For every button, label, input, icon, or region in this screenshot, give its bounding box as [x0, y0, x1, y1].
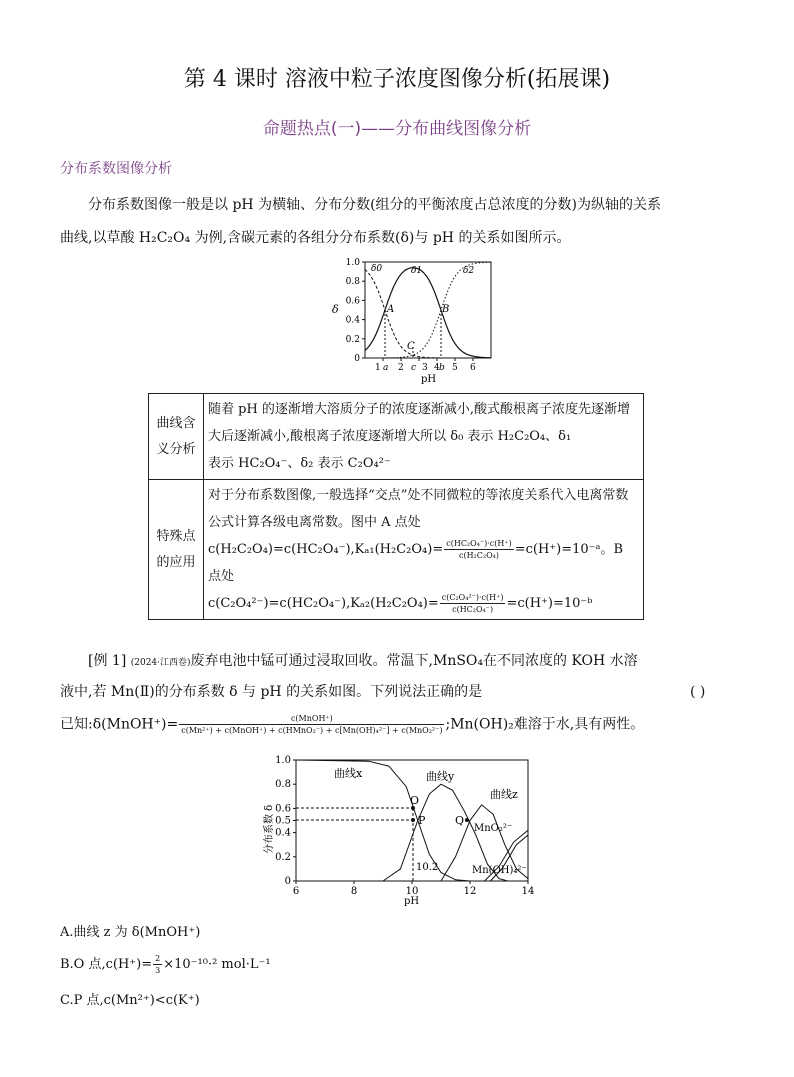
eq2-fraction: $\frac{\text{c(C₂O₄²⁻)·c(H⁺)}}{\text{c(HC₂O₄⁻)}}$: [441, 593, 504, 614]
row1-text-a: 随着 pH 的逐渐增大溶质分子的浓度逐渐减小,酸式酸根离子浓度先逐渐增大后逐渐减小,酸根离子浓度逐渐增大所以 δ₀ 表示 H₂C₂O₄、δ₁: [208, 402, 631, 444]
fig2-y-tick-label: 0.5: [275, 815, 291, 827]
point-p: [411, 818, 415, 822]
fig1-y-tick-label: 0: [354, 354, 360, 364]
table-row-special-points: [149, 480, 644, 620]
mno2-label: MnO₂²⁻: [474, 823, 513, 834]
fig1-frame: [365, 262, 491, 358]
fig2-y-tick-label: 0.8: [275, 779, 291, 791]
mark-c: c: [411, 363, 417, 373]
topic-heading: 命题热点(一)——分布曲线图像分析: [262, 119, 532, 139]
fig2-y-tick-label: 0: [284, 876, 291, 887]
delta0-label: δ0: [371, 264, 383, 274]
point-q-label: Q: [455, 814, 465, 827]
fig1-y-tick-label: 0.2: [345, 334, 360, 345]
fig2-y-ticks: [275, 755, 296, 887]
point-q: [465, 818, 469, 822]
eq2-left: c(C₂O₄²⁻)=c(HC₂O₄⁻),Kₐ₂(H₂C₂O₄)=: [208, 596, 439, 611]
mark-b: b: [439, 363, 445, 373]
fig1-x-tick-label: 5: [452, 363, 458, 373]
point-o-label: O: [410, 794, 420, 807]
delta2-curve: [365, 262, 491, 358]
fig1-x-tick-label: 1: [375, 363, 381, 373]
point-a-label: A: [387, 304, 395, 315]
section-heading: 分布系数图像分析: [60, 161, 172, 177]
known-condition: 已知:δ(MnOH⁺)= $\frac{\text{c(MnOH⁺)}}{\text{c(Mn²⁺) + c(MnOH⁺) + c(HMnO₂⁻) + c[Mn(OH)₄²⁻] + c(MnO₂²⁻)}}$ ;Mn(OH)₂难溶于水,具有两性。: [60, 714, 645, 735]
row2-body: [204, 480, 644, 620]
fig2-y-tick-label: 0.2: [275, 851, 291, 863]
fig1-x-tick-label: 3: [422, 363, 428, 373]
analysis-table: [148, 393, 644, 620]
option-c: C.P 点,c(Mn²⁺)<c(K⁺): [60, 993, 200, 1008]
fig1-x-tick-label: 2: [398, 363, 404, 373]
delta1-curve: [365, 268, 491, 358]
fig1-y-ticks: [346, 258, 365, 364]
fig1-x-tick-label: 4: [434, 363, 440, 373]
fig2-x-tick-label: 14: [521, 886, 535, 897]
option-a: A.曲线 z 为 δ(MnOH⁺): [60, 925, 201, 940]
table-row-curve-meaning: [149, 394, 644, 480]
eq1-fraction: $\frac{\text{c(HC₂O₄⁻)·c(H⁺)}}{\text{c(H₂C₂O₄)}}$: [446, 539, 512, 560]
fig2-x-tick-label: 6: [292, 886, 300, 897]
fig1-y-tick-label: 0.6: [345, 296, 360, 307]
fig2-x-label: pH: [404, 896, 420, 907]
fig1-y-tick-label: 0.8: [345, 277, 360, 288]
fig2-y-label: 分布系数 δ: [264, 804, 275, 854]
example-line-2: 液中,若 Mn(Ⅱ)的分布系数 δ 与 pH 的关系如图。下列说法正确的是: [60, 684, 483, 700]
intro-line-1: 分布系数图像一般是以 pH 为横轴、分布分数(组分的平衡浓度占总浓度的分数)为纵轴的关系: [88, 197, 661, 213]
fig2-y-tick-label: 1.0: [275, 755, 291, 766]
manganese-distribution-figure: [258, 752, 543, 912]
fig1-y-tick-label: 0.4: [345, 315, 360, 326]
fig1-x-ticks: [375, 358, 476, 373]
example-line-1: [88, 645, 638, 680]
mark-a: a: [383, 363, 389, 373]
row2-text-a: 对于分布系数图像,一般选择“交点”处不同微粒的等浓度关系代入电离常数公式计算各级电离常数。图中 A 点处: [208, 488, 629, 530]
known-fraction: $\frac{\text{c(MnOH⁺)}}{\text{c(Mn²⁺) + c(MnOH⁺) + c(HMnO₂⁻) + c[Mn(OH)₄²⁻] + c(MnO₂²⁻)}}$: [181, 714, 443, 735]
mark-10.2: 10.2: [416, 862, 439, 873]
point-b-label: B: [442, 304, 450, 315]
fig1-y-label: δ: [332, 303, 339, 316]
answer-paren: ( ): [690, 684, 706, 700]
page-title: 第 4 课时 溶液中粒子浓度图像分析(拓展课): [183, 67, 611, 92]
example-source: (2024·江西卷): [130, 658, 191, 668]
row1-body: [204, 394, 644, 480]
fig2-y-tick-label: 0.4: [275, 827, 291, 839]
curve-y-label: 曲线y: [426, 770, 455, 783]
mnoh4-label: Mn(OH)₄²⁻: [472, 865, 527, 876]
fig1-x-tick-label: 6: [470, 363, 476, 373]
fig1-y-tick-label: 1.0: [345, 258, 360, 268]
fig2-x-tick-label: 8: [350, 886, 358, 897]
fig2-x-tick-label: 12: [463, 886, 477, 897]
intro-line-2: 曲线,以草酸 H₂C₂O₄ 为例,含碳元素的各组分分布系数(δ)与 pH 的关系如图所示。: [60, 230, 571, 246]
fig1-x-label: pH: [421, 374, 437, 385]
row1-text-b: 表示 HC₂O₄⁻、δ₂ 表示 C₂O₄²⁻: [208, 456, 391, 471]
curve-z-label: 曲线z: [490, 788, 518, 801]
fig2-x-ticks: [293, 881, 535, 897]
fig2-x-tick-label: 10: [405, 886, 419, 897]
point-c-label: C: [407, 341, 415, 352]
eq1-right: =c(H⁺)=10⁻ᵃ。B 点处: [208, 542, 624, 584]
delta2-label: δ2: [463, 266, 475, 276]
example-line1-text: 废弃电池中锰可通过浸取回收。常温下,MnSO₄在不同浓度的 KOH 水溶: [190, 653, 638, 669]
delta1-label: δ1: [411, 266, 423, 276]
fig2-y-tick-label: 0.6: [275, 803, 291, 815]
oxalic-distribution-figure: [325, 255, 500, 387]
point-p-label: P: [418, 814, 426, 827]
row2-header: 特殊点的应用: [149, 480, 204, 620]
eq1-left: c(H₂C₂O₄)=c(HC₂O₄⁻),Kₐ₁(H₂C₂O₄)=: [208, 542, 444, 557]
curve-x-label: 曲线x: [334, 767, 363, 780]
example-tag: [例 1]: [88, 653, 127, 669]
eq2-right: =c(H⁺)=10⁻ᵇ: [506, 596, 593, 611]
option-b: B.O 点,c(H⁺)= $\frac{2}{3}$ ×10⁻¹⁰·² mol·L⁻¹: [60, 954, 271, 975]
option-b-fraction: $\frac{2}{3}$: [155, 954, 161, 975]
row1-header: 曲线含义分析: [149, 394, 204, 480]
